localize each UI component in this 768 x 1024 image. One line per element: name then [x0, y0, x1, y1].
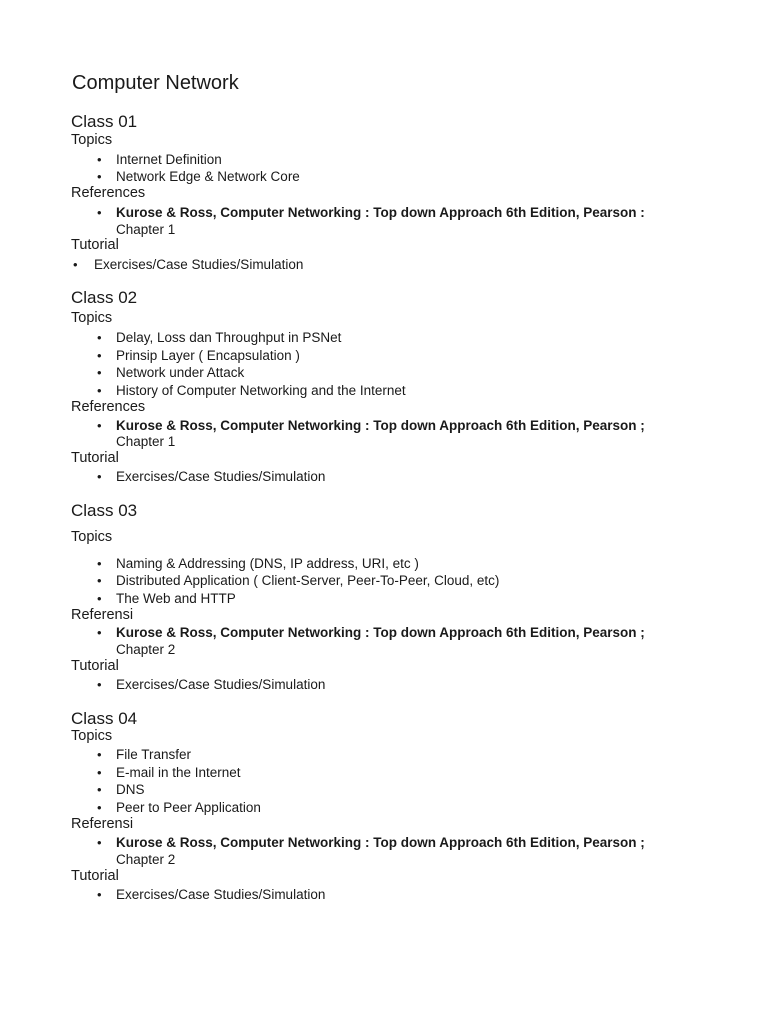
class-04-topics-label: Topics [71, 728, 113, 744]
reference-text: Kurose & Ross, Computer Networking : Top down Approach 6th Edition, Pearson ; [116, 625, 645, 640]
class-01-references-label: References [71, 185, 146, 201]
bullet-icon: • [97, 169, 102, 184]
bullet-icon: • [97, 469, 102, 484]
class-01-heading: Class 01 [71, 112, 138, 131]
class-02-tutorial-label: Tutorial [71, 450, 119, 466]
topic-text: Network Edge & Network Core [116, 169, 300, 184]
bullet-icon: • [97, 765, 102, 780]
bullet-icon: • [97, 556, 102, 571]
tutorial-text: Exercises/Case Studies/Simulation [116, 469, 326, 484]
tutorial-text: Exercises/Case Studies/Simulation [116, 887, 326, 902]
class-02-references-label: References [71, 399, 146, 415]
reference-chapter: Chapter 1 [116, 222, 176, 237]
topic-text: Naming & Addressing (DNS, IP address, URI, etc ) [116, 556, 419, 571]
bullet-icon: • [97, 205, 102, 220]
bullet-icon: • [97, 835, 102, 850]
class-01-tutorial-label: Tutorial [71, 237, 119, 253]
tutorial-text: Exercises/Case Studies/Simulation [116, 677, 326, 692]
class-03-tutorial-label: Tutorial [71, 658, 119, 674]
bullet-icon: • [97, 383, 102, 398]
topic-text: Prinsip Layer ( Encapsulation ) [116, 348, 300, 363]
bullet-icon: • [97, 573, 102, 588]
document-title: Computer Network [72, 72, 239, 94]
topic-text: History of Computer Networking and the Internet [116, 383, 406, 398]
reference-chapter: Chapter 1 [116, 434, 176, 449]
class-03-topics-label: Topics [71, 529, 113, 545]
class-04-tutorial-label: Tutorial [71, 868, 119, 884]
bullet-icon: • [97, 330, 102, 345]
bullet-icon: • [97, 747, 102, 762]
bullet-icon: • [97, 418, 102, 433]
topic-text: Network under Attack [116, 365, 245, 380]
topic-text: DNS [116, 782, 145, 797]
topic-text: Distributed Application ( Client-Server, Peer-To-Peer, Cloud, etc) [116, 573, 500, 588]
bullet-icon: • [97, 625, 102, 640]
bullet-icon: • [97, 152, 102, 167]
bullet-icon: • [97, 365, 102, 380]
class-01-topics-label: Topics [71, 132, 113, 148]
topic-text: Peer to Peer Application [116, 800, 261, 815]
tutorial-text: Exercises/Case Studies/Simulation [94, 257, 304, 272]
reference-text: Kurose & Ross, Computer Networking : Top down Approach 6th Edition, Pearson ; [116, 835, 645, 850]
topic-text: File Transfer [116, 747, 192, 762]
class-03-referensi-label: Referensi [71, 607, 134, 623]
reference-text: Kurose & Ross, Computer Networking : Top down Approach 6th Edition, Pearson : [116, 205, 645, 220]
bullet-icon: • [97, 782, 102, 797]
reference-text: Kurose & Ross, Computer Networking : Top down Approach 6th Edition, Pearson ; [116, 418, 645, 433]
class-02-topics-label: Topics [71, 310, 113, 326]
class-04-referensi-label: Referensi [71, 816, 134, 832]
class-02-heading: Class 02 [71, 288, 138, 307]
bullet-icon: • [97, 887, 102, 902]
topic-text: E-mail in the Internet [116, 765, 241, 780]
bullet-icon: • [97, 591, 102, 606]
topic-text: Internet Definition [116, 152, 222, 167]
reference-chapter: Chapter 2 [116, 852, 176, 867]
bullet-icon: • [97, 348, 102, 363]
topic-text: The Web and HTTP [116, 591, 236, 606]
class-03-heading: Class 03 [71, 501, 138, 520]
reference-chapter: Chapter 2 [116, 642, 176, 657]
topic-text: Delay, Loss dan Throughput in PSNet [116, 330, 342, 345]
bullet-icon: • [97, 800, 102, 815]
bullet-icon: • [73, 257, 78, 272]
class-04-heading: Class 04 [71, 709, 138, 728]
bullet-icon: • [97, 677, 102, 692]
